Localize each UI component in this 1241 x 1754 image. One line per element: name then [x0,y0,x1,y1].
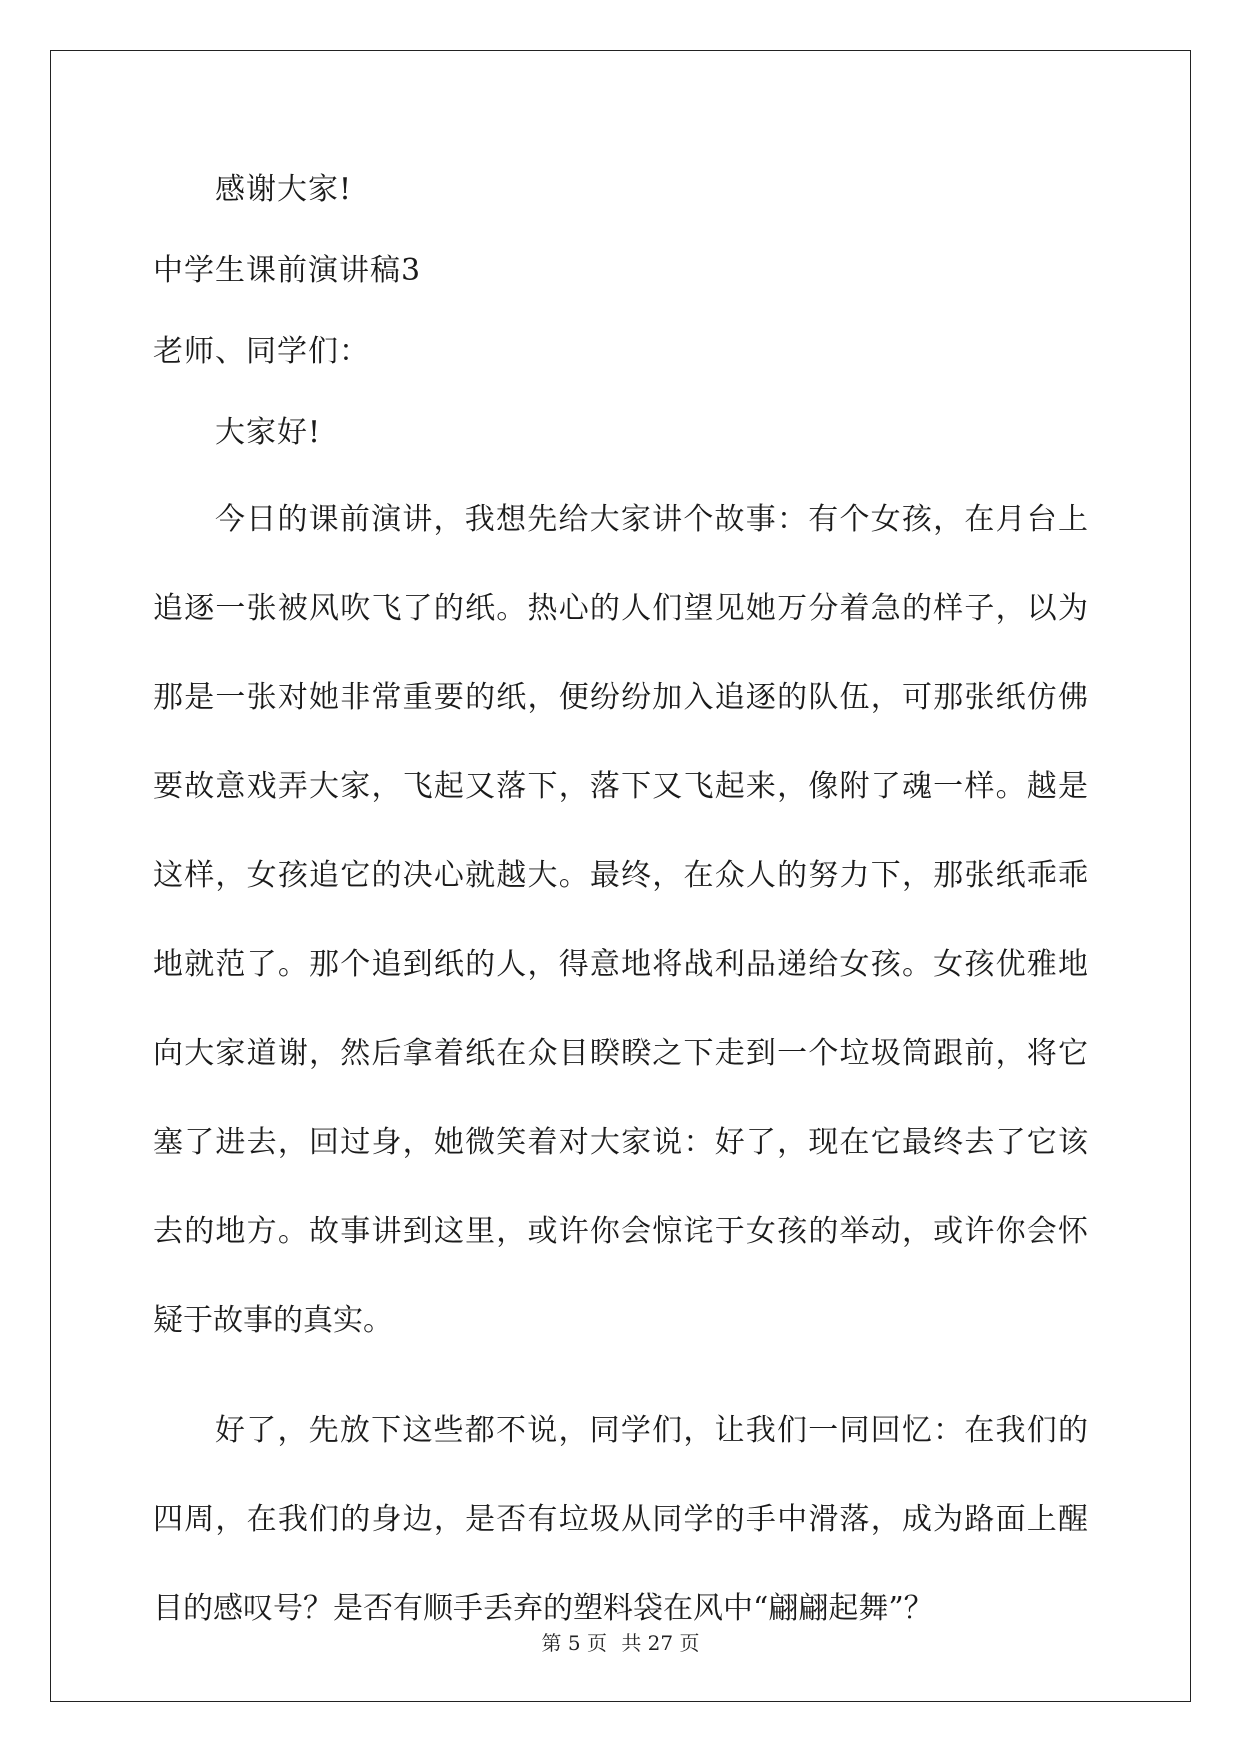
paragraph-line: 要故意戏弄大家，飞起又落下，落下又飞起来，像附了魂一样。越是 [153,769,1088,804]
paragraph-line: 追逐一张被风吹飞了的纸。热心的人们望见她万分着急的样子，以为 [153,591,1088,626]
paragraph-line: 今日的课前演讲，我想先给大家讲个故事：有个女孩，在月台上 [215,502,1088,537]
paragraph-line: 那是一张对她非常重要的纸，便纷纷加入追逐的队伍，可那张纸仿佛 [153,680,1088,715]
paragraph-line: 好了，先放下这些都不说，同学们，让我们一同回忆：在我们的 [215,1413,1088,1448]
salutation-line: 老师、同学们： [153,334,370,369]
section-title: 中学生课前演讲稿3 [153,253,422,288]
paragraph-line: 塞了进去，回过身，她微笑着对大家说：好了，现在它最终去了它该 [153,1125,1088,1160]
paragraph-line: 疑于故事的真实。 [153,1303,393,1338]
paragraph-line: 去的地方。故事讲到这里，或许你会惊诧于女孩的举动，或许你会怀 [153,1214,1088,1249]
greeting-line: 大家好! [215,415,322,450]
page-total: 共 27 页 [621,1631,700,1655]
paragraph-line: 地就范了。那个追到纸的人，得意地将战利品递给女孩。女孩优雅地 [153,947,1088,982]
document-body [153,160,1088,1674]
closing-line: 感谢大家! [215,172,353,207]
paragraph-line: 这样，女孩追它的决心就越大。最终，在众人的努力下，那张纸乖乖 [153,858,1088,893]
paragraph-line: 目的感叹号？是否有顺手丢弃的塑料袋在风中“翩翩起舞”？ [153,1591,934,1626]
page-footer [0,1627,1241,1656]
paragraph-story [153,475,1088,1365]
paragraph-line: 向大家道谢，然后拿着纸在众目睽睽之下走到一个垃圾筒跟前，将它 [153,1036,1088,1071]
page-number: 第 5 页 [541,1631,607,1655]
paragraph-reflection [153,1386,1088,1653]
paragraph-line: 四周，在我们的身边，是否有垃圾从同学的手中滑落，成为路面上醒 [153,1502,1088,1537]
